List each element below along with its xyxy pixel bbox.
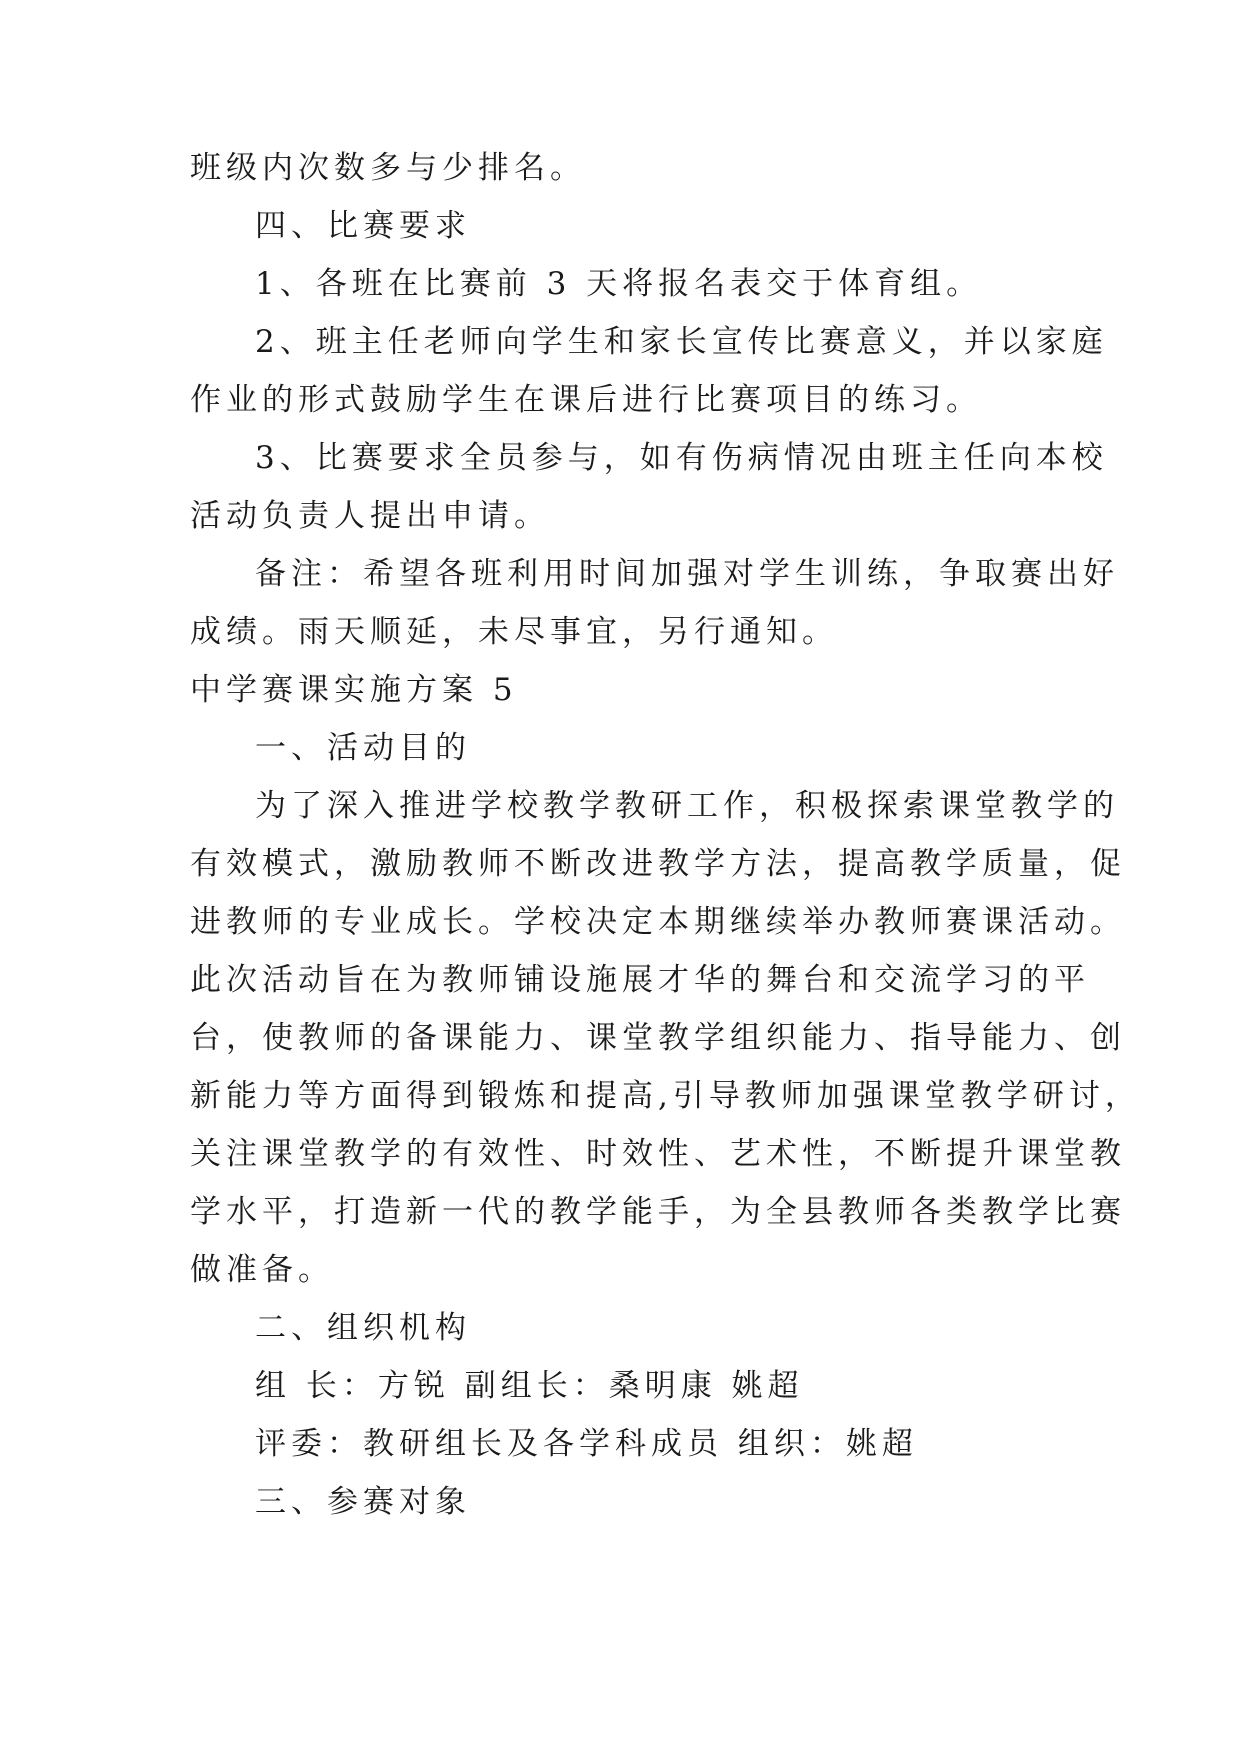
paragraph-line: 备注：希望各班利用时间加强对学生训练，争取赛出好 — [255, 556, 1119, 592]
paragraph-line: 作业的形式鼓励学生在课后进行比赛项目的练习。 — [190, 382, 982, 418]
paragraph-line: 此次活动旨在为教师铺设施展才华的舞台和交流学习的平 — [190, 962, 1090, 998]
paragraph-line: 新能力等方面得到锻炼和提高,引导教师加强课堂教学研讨， — [190, 1078, 1141, 1114]
document-title: 中学赛课实施方案 5 — [190, 672, 518, 708]
paragraph-line: 做准备。 — [190, 1252, 334, 1288]
paragraph-line: 3、比赛要求全员参与，如有伤病情况由班主任向本校 — [255, 440, 1108, 476]
paragraph-line: 2、班主任老师向学生和家长宣传比赛意义，并以家庭 — [255, 324, 1108, 360]
paragraph-line: 有效模式，激励教师不断改进教学方法，提高教学质量，促 — [190, 846, 1126, 882]
section-heading-organization: 二、组织机构 — [255, 1310, 471, 1346]
paragraph-line: 学水平，打造新一代的教学能手，为全县教师各类教学比赛 — [190, 1194, 1126, 1230]
paragraph-line: 为了深入推进学校教学教研工作，积极探索课堂教学的 — [255, 788, 1119, 824]
paragraph-line: 进教师的专业成长。学校决定本期继续举办教师赛课活动。 — [190, 904, 1126, 940]
paragraph-line: 关注课堂教学的有效性、时效性、艺术性，不断提升课堂教 — [190, 1136, 1126, 1172]
paragraph-line: 评委：教研组长及各学科成员 组织：姚超 — [255, 1426, 918, 1462]
section-heading-participants: 三、参赛对象 — [255, 1484, 471, 1520]
paragraph-line: 成绩。雨天顺延，未尽事宜，另行通知。 — [190, 614, 838, 650]
section-heading-requirements: 四、比赛要求 — [255, 208, 471, 244]
section-heading-purpose: 一、活动目的 — [255, 730, 471, 766]
paragraph-line: 台，使教师的备课能力、课堂教学组织能力、指导能力、创 — [190, 1020, 1126, 1056]
paragraph-line: 活动负责人提出申请。 — [190, 498, 550, 534]
paragraph-line: 1、各班在比赛前 3 天将报名表交于体育组。 — [255, 266, 983, 302]
paragraph-line: 班级内次数多与少排名。 — [190, 150, 586, 186]
paragraph-line: 组 长：方锐 副组长：桑明康 姚超 — [255, 1368, 804, 1404]
